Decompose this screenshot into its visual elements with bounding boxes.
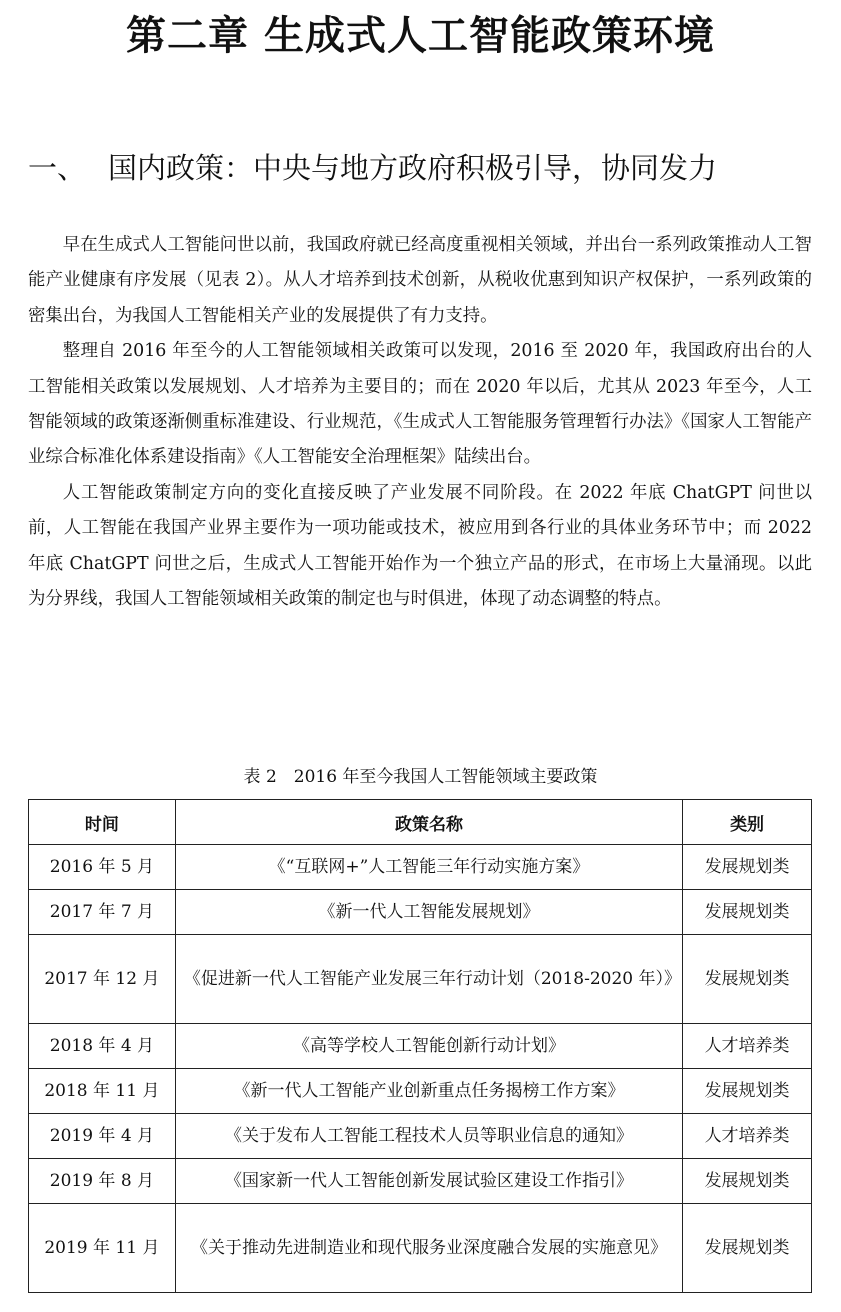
cell-time: 2017 年 12 月 <box>29 935 176 1024</box>
cell-time: 2018 年 11 月 <box>29 1069 176 1114</box>
cell-category: 人才培养类 <box>683 1024 812 1069</box>
section-title: 国内政策：中央与地方政府积极引导，协同发力 <box>108 151 718 185</box>
cell-category: 发展规划类 <box>683 1204 812 1293</box>
column-header-category: 类别 <box>683 800 812 845</box>
table-row <box>29 935 812 1024</box>
cell-policy-name: 《关于发布人工智能工程技术人员等职业信息的通知》 <box>175 1114 682 1159</box>
paragraph: 人工智能政策制定方向的变化直接反映了产业发展不同阶段。在 2022 年底 ChatGPT 问世以前，人工智能在我国产业界主要作为一项功能或技术，被应用到各行业的具体业务环节中；而 2022 年底 ChatGPT 问世之后，生成式人工智能开始作为一个独立产品的形式，在市场上大量涌现。以此为分界线，我国人工智能领域相关政策的制定也与时俱进，体现了动态调整的特点。 <box>28 482 812 610</box>
table-row <box>29 1114 812 1159</box>
column-header-time: 时间 <box>29 800 176 845</box>
cell-category: 发展规划类 <box>683 1069 812 1114</box>
table-row <box>29 845 812 890</box>
section-heading <box>28 146 828 190</box>
body-text <box>28 228 812 617</box>
cell-time: 2018 年 4 月 <box>29 1024 176 1069</box>
cell-policy-name: 《新一代人工智能发展规划》 <box>175 890 682 935</box>
paragraph: 整理自 2016 年至今的人工智能领域相关政策可以发现，2016 至 2020 年，我国政府出台的人工智能相关政策以发展规划、人才培养为主要目的；而在 2020 年以后，尤其从 2023 年至今，人工智能领域的政策逐渐侧重标准建设、行业规范，《生成式人工智能服务管理暂行办法》《国家人工智能产业综合标准化体系建设指南》《人工智能安全治理框架》陆续出台。 <box>28 341 812 468</box>
cell-time: 2019 年 8 月 <box>29 1159 176 1204</box>
cell-category: 发展规划类 <box>683 1159 812 1204</box>
cell-policy-name: 《关于推动先进制造业和现代服务业深度融合发展的实施意见》 <box>175 1204 682 1293</box>
cell-time: 2019 年 4 月 <box>29 1114 176 1159</box>
cell-time: 2019 年 11 月 <box>29 1204 176 1293</box>
cell-category: 发展规划类 <box>683 845 812 890</box>
cell-policy-name: 《“互联网+”人工智能三年行动实施方案》 <box>175 845 682 890</box>
cell-category: 人才培养类 <box>683 1114 812 1159</box>
column-header-policy-name: 政策名称 <box>175 800 682 845</box>
section-number: 一、 <box>28 151 87 185</box>
cell-policy-name: 《高等学校人工智能创新行动计划》 <box>175 1024 682 1069</box>
table-row <box>29 1024 812 1069</box>
cell-policy-name: 《促进新一代人工智能产业发展三年行动计划（2018-2020 年）》 <box>175 935 682 1024</box>
cell-category: 发展规划类 <box>683 935 812 1024</box>
chapter-title: 第二章 生成式人工智能政策环境 <box>126 13 715 59</box>
cell-time: 2016 年 5 月 <box>29 845 176 890</box>
cell-category: 发展规划类 <box>683 890 812 935</box>
table-header-row <box>29 800 812 845</box>
policy-table <box>28 799 812 1293</box>
paragraph: 早在生成式人工智能问世以前，我国政府就已经高度重视相关领域，并出台一系列政策推动人工智能产业健康有序发展（见表 2）。从人才培养到技术创新，从税收优惠到知识产权保护，一系列政策的密集出台，为我国人工智能相关产业的发展提供了有力支持。 <box>28 235 812 326</box>
cell-policy-name: 《国家新一代人工智能创新发展试验区建设工作指引》 <box>175 1159 682 1204</box>
table-row <box>29 1204 812 1293</box>
table-caption: 表 2 2016 年至今我国人工智能领域主要政策 <box>243 767 598 787</box>
cell-policy-name: 《新一代人工智能产业创新重点任务揭榜工作方案》 <box>175 1069 682 1114</box>
table-row <box>29 1159 812 1204</box>
table-row <box>29 1069 812 1114</box>
cell-time: 2017 年 7 月 <box>29 890 176 935</box>
table-row <box>29 890 812 935</box>
